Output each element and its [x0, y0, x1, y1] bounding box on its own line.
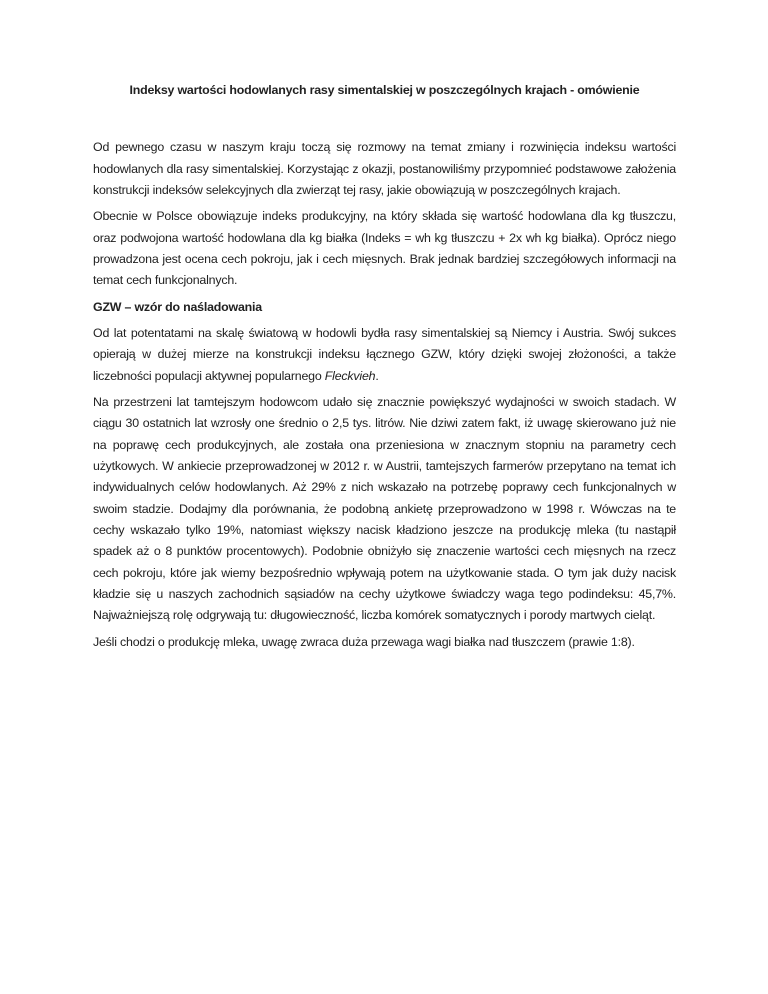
fleckvieh-term: Fleckvieh [324, 368, 376, 383]
paragraph-poland-index: Obecnie w Polsce obowiązuje indeks produkcyjny, na który składa się wartość hodowlana dla kg tłuszczu, oraz podwojona wartość hodowlana dla kg białka (Indeks = wh kg tłuszczu + 2x wh kg białka). Oprócz niego prowadzona jest ocena cech pokroju, jak i cech mięsnych. Brak jednak bardziej szczegółowych informacji na temat cech funkcjonalnych. [93, 209, 676, 288]
paragraph-gzw-intro-text: Od lat potentatami na skalę światową w hodowli bydła rasy simentalskiej są Niemcy i Austria. Swój sukces opierają w dużej mierze na konstrukcji indeksu łącznego GZW, który dzięki swojej złożoności, a także liczebności populacji aktywnej popularnego [93, 325, 676, 383]
paragraph-gzw-intro-period: . [375, 368, 379, 383]
document-title: Indeksy wartości hodowlanych rasy simentalskiej w poszczególnych krajach - omówienie [129, 83, 640, 97]
section-heading-gzw: GZW – wzór do naśladowania [93, 299, 262, 314]
paragraph-survey-trends: Na przestrzeni lat tamtejszym hodowcom udało się znacznie powiększyć wydajności w swoich stadach. W ciągu 30 ostatnich lat wzrosły one średnio o 2,5 tys. litrów. Nie dziwi zatem fakt, iż uwagę skierowano już nie na poprawę cech produkcyjnych, ale została ona przeniesiona w znacznym stopniu na parametry cech użytkowych. W ankiecie przeprowadzonej w 2012 r. w Austrii, tamtejszych farmerów przepytano na temat ich indywidualnych celów hodowlanych. Aż 29% z nich wskazało na potrzebę poprawy cech funkcjonalnych w swoim stadzie. Dodajmy dla porównania, że podobną ankietę przeprowadzono w 1998 r. Wówczas na te cechy wskazało tylko 19%, natomiast większy nacisk kładziono jeszcze na produkcję mleka (tu nastąpił spadek aż o 8 punktów procentowych). Podobnie obniżyło się znaczenie wartości cech mięsnych na rzecz cech pokroju, które jak wiemy bezpośrednio wpływają potem na użytkowanie stada. O tym jak duży nacisk kładzie się u naszych zachodnich sąsiadów na cechy użytkowe świadczy waga tego podindeksu: 45,7%. Najważniejszą rolę odgrywają tu: długowieczność, liczba komórek somatycznych i porody martwych cieląt. [93, 394, 676, 623]
paragraph-milk-ratio: Jeśli chodzi o produkcję mleka, uwagę zwraca duża przewaga wagi białka nad tłuszczem (prawie 1:8). [93, 634, 635, 649]
paragraph-intro: Od pewnego czasu w naszym kraju toczą się rozmowy na temat zmiany i rozwinięcia indeksu wartości hodowlanych dla rasy simentalskiej. Korzystając z okazji, postanowiliśmy przypomnieć podstawowe założenia konstrukcji indeksów selekcyjnych dla zwierząt tej rasy, jakie obowiązują w poszczególnych krajach. [93, 140, 676, 197]
paragraph-gzw-intro [93, 323, 676, 387]
